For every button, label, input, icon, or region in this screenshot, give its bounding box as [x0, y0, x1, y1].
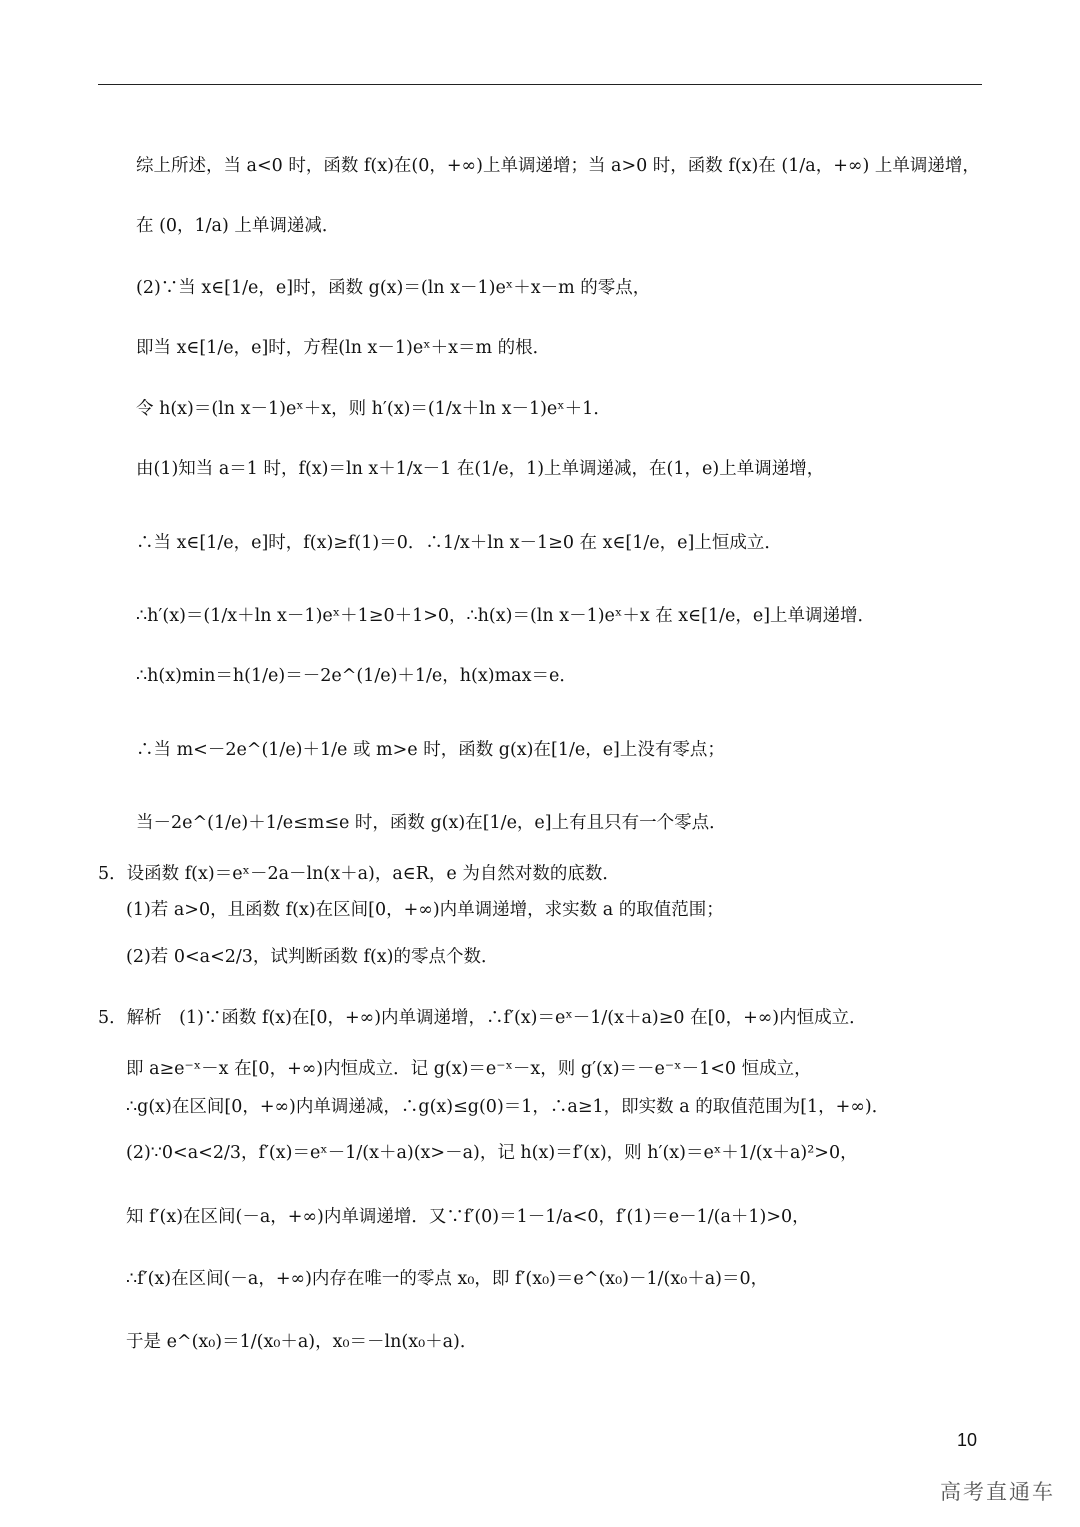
- question-5: 5．设函数 f(x)＝eˣ－2a－ln(x＋a)，a∈R，e 为自然对数的底数．: [98, 864, 620, 884]
- text-line: 由(1)知当 a＝1 时，f(x)＝ln x＋1/x－1 在(1/e，1)上单调递减，在(1，e)上单调递增，: [136, 459, 825, 479]
- text-line: ∴f′(x)在区间(－a，+∞)内存在唯一的零点 x₀，即 f′(x₀)＝e^(x₀)－1/(x₀＋a)＝0，: [126, 1269, 769, 1289]
- text-line: (2)∵0<a<2/3，f′(x)＝eˣ－1/(x＋a)(x>－a)，记 h(x)＝f′(x)，则 h′(x)＝eˣ＋1/(x＋a)²>0，: [126, 1143, 858, 1163]
- text-line: 于是 e^(x₀)＝1/(x₀＋a)，x₀＝－ln(x₀＋a)．: [126, 1332, 478, 1352]
- text-line: 在 (0，1/a) 上单调递减．: [136, 216, 340, 236]
- text-line: ∴当 x∈[1/e，e]时，f(x)≥f(1)＝0．∴1/x＋ln x－1≥0 在 x∈[1/e，e]上恒成立．: [136, 533, 782, 553]
- text-line: ∴h(x)min＝h(1/e)＝－2e^(1/e)＋1/e，h(x)max＝e．: [136, 666, 577, 686]
- text-line: ∴h′(x)＝(1/x＋ln x－1)eˣ＋1≥0＋1>0，∴h(x)＝(ln x－1)eˣ＋x 在 x∈[1/e，e]上单调递增．: [136, 606, 876, 626]
- question-5-part-1: (1)若 a>0，且函数 f(x)在区间[0，+∞)内单调递增，求实数 a 的取值范围；: [126, 900, 724, 920]
- text-line: 即当 x∈[1/e，e]时，方程(ln x－1)eˣ＋x＝m 的根．: [136, 338, 551, 358]
- text-line: (2)∵当 x∈[1/e，e]时，函数 g(x)＝(ln x－1)eˣ＋x－m 的零点，: [136, 278, 651, 298]
- text-line: ∴当 m<－2e^(1/e)＋1/e 或 m>e 时，函数 g(x)在[1/e，e]上没有零点；: [136, 740, 725, 760]
- text-line: ∴g(x)在区间[0，+∞)内单调递减，∴g(x)≤g(0)＝1，∴a≥1，即实数 a 的取值范围为[1，+∞)．: [126, 1097, 890, 1117]
- watermark: 高考直通车: [940, 1480, 1055, 1504]
- page-number: 10: [957, 1430, 978, 1450]
- text-line: 令 h(x)＝(ln x－1)eˣ＋x，则 h′(x)＝(1/x＋ln x－1)eˣ＋1．: [136, 399, 611, 419]
- header-rule: [98, 84, 982, 85]
- text-line: 即 a≥e⁻ˣ－x 在[0，+∞)内恒成立．记 g(x)＝e⁻ˣ－x，则 g′(x)＝－e⁻ˣ－1<0 恒成立，: [126, 1059, 812, 1079]
- question-5-part-2: (2)若 0<a<2/3，试判断函数 f(x)的零点个数．: [126, 947, 499, 967]
- text-line: 当－2e^(1/e)＋1/e≤m≤e 时，函数 g(x)在[1/e，e]上有且只有一个零点．: [136, 813, 727, 833]
- solution-5: 5．解析 (1)∵函数 f(x)在[0，+∞)内单调递增，∴f′(x)＝eˣ－1/(x＋a)≥0 在[0，+∞)内恒成立．: [98, 1008, 867, 1028]
- text-line: 综上所述，当 a<0 时，函数 f(x)在(0，+∞)上单调递增；当 a>0 时，函数 f(x)在 (1/a，+∞) 上单调递增，: [136, 156, 980, 176]
- text-line: 知 f′(x)在区间(－a，+∞)内单调递增．又∵f′(0)＝1－1/a<0，f′(1)＝e－1/(a＋1)>0，: [126, 1207, 810, 1227]
